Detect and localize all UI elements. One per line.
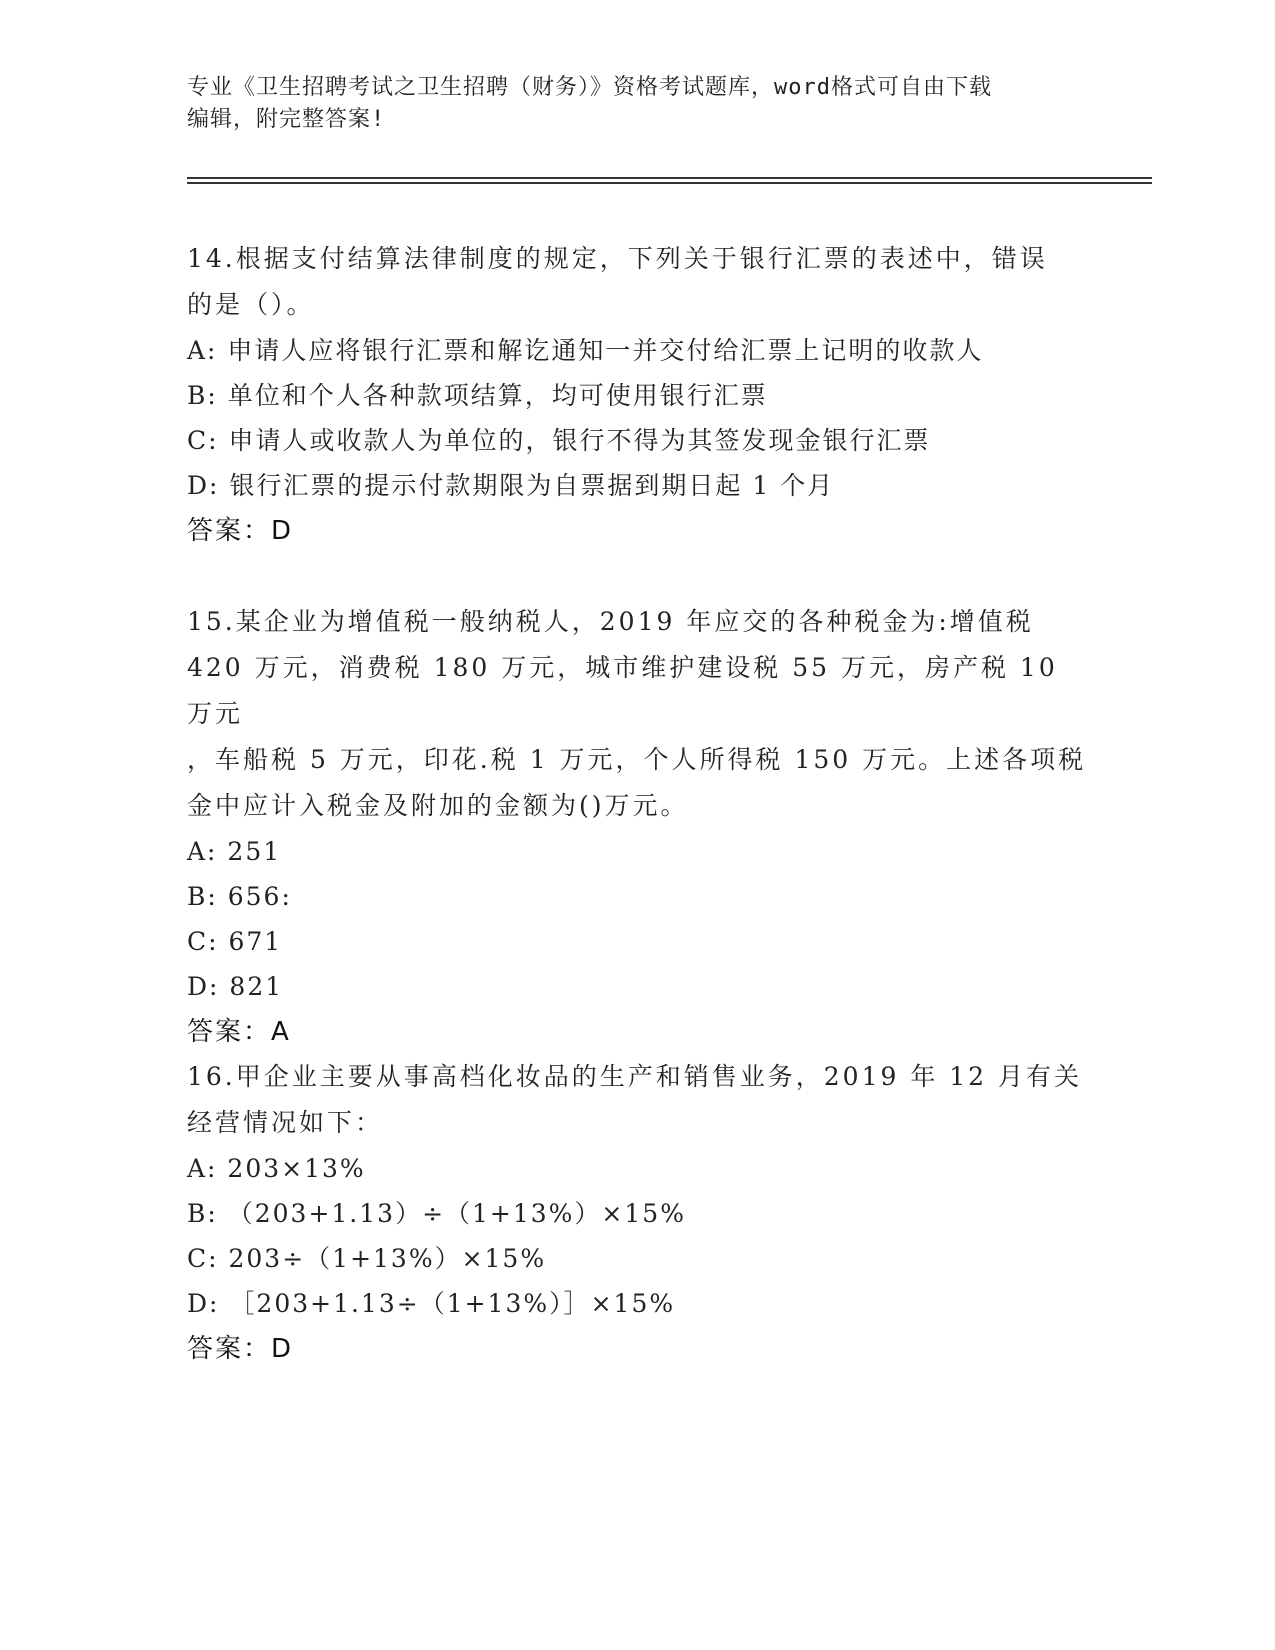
option-c: C: 203÷（1+13%）×15% — [187, 1244, 547, 1273]
stem-line: 经营情况如下： — [187, 1108, 384, 1137]
option-b: B: 单位和个人各种款项结算，均可使用银行汇票 — [187, 381, 768, 410]
option-b: B: 656: — [187, 882, 292, 911]
option-b: B: （203+1.13）÷（1+13%）×15% — [187, 1199, 686, 1228]
answer-label: 答案：A — [187, 1017, 291, 1047]
question-stem — [187, 1054, 1087, 1146]
option-list — [187, 1146, 1087, 1326]
question-15 — [187, 599, 1087, 1055]
stem-line: 15.某企业为增值税一般纳税人，2019 年应交的各种税金为:增值税 — [187, 607, 1034, 636]
question-stem — [187, 236, 1087, 328]
stem-line: 420 万元，消费税 180 万元，城市维护建设税 55 万元，房产税 10 万元 — [187, 653, 1058, 728]
answer-label: 答案：D — [187, 516, 294, 546]
option-a: A: 251 — [187, 837, 282, 866]
stem-line: 16.甲企业主要从事高档化妆品的生产和销售业务，2019 年 12 月有关 — [187, 1062, 1083, 1091]
option-c: C: 671 — [187, 927, 283, 956]
option-d: D: ［203+1.13÷（1+13%）］×15% — [187, 1289, 676, 1318]
intro-line-1: 专业《卫生招聘考试之卫生招聘（财务）》资格考试题库，word格式可自由下载 — [187, 75, 992, 100]
document-intro — [187, 72, 1087, 136]
question-16 — [187, 1054, 1087, 1372]
option-a: A: 申请人应将银行汇票和解讫通知一并交付给汇票上记明的收款人 — [187, 336, 984, 365]
stem-line: ，车船税 5 万元，印花.税 1 万元，个人所得税 150 万元。上述各项税 — [187, 745, 1087, 774]
stem-line: 14.根据支付结算法律制度的规定，下列关于银行汇票的表述中，错误 — [187, 244, 1048, 273]
stem-line: 的是（）。 — [187, 290, 315, 319]
option-list — [187, 328, 1087, 508]
stem-line: 金中应计入税金及附加的金额为()万元。 — [187, 791, 689, 820]
option-d: D: 821 — [187, 972, 284, 1001]
option-list — [187, 829, 1087, 1009]
header-divider-top — [187, 177, 1152, 179]
option-c: C: 申请人或收款人为单位的，银行不得为其签发现金银行汇票 — [187, 426, 931, 455]
option-a: A: 203×13% — [187, 1154, 366, 1183]
question-stem — [187, 599, 1087, 829]
header-divider-bottom — [187, 182, 1152, 184]
question-14 — [187, 236, 1087, 554]
option-d: D: 银行汇票的提示付款期限为自票据到期日起 1 个月 — [187, 471, 835, 500]
answer-label: 答案：D — [187, 1334, 294, 1364]
intro-line-2: 编辑，附完整答案! — [187, 107, 386, 132]
